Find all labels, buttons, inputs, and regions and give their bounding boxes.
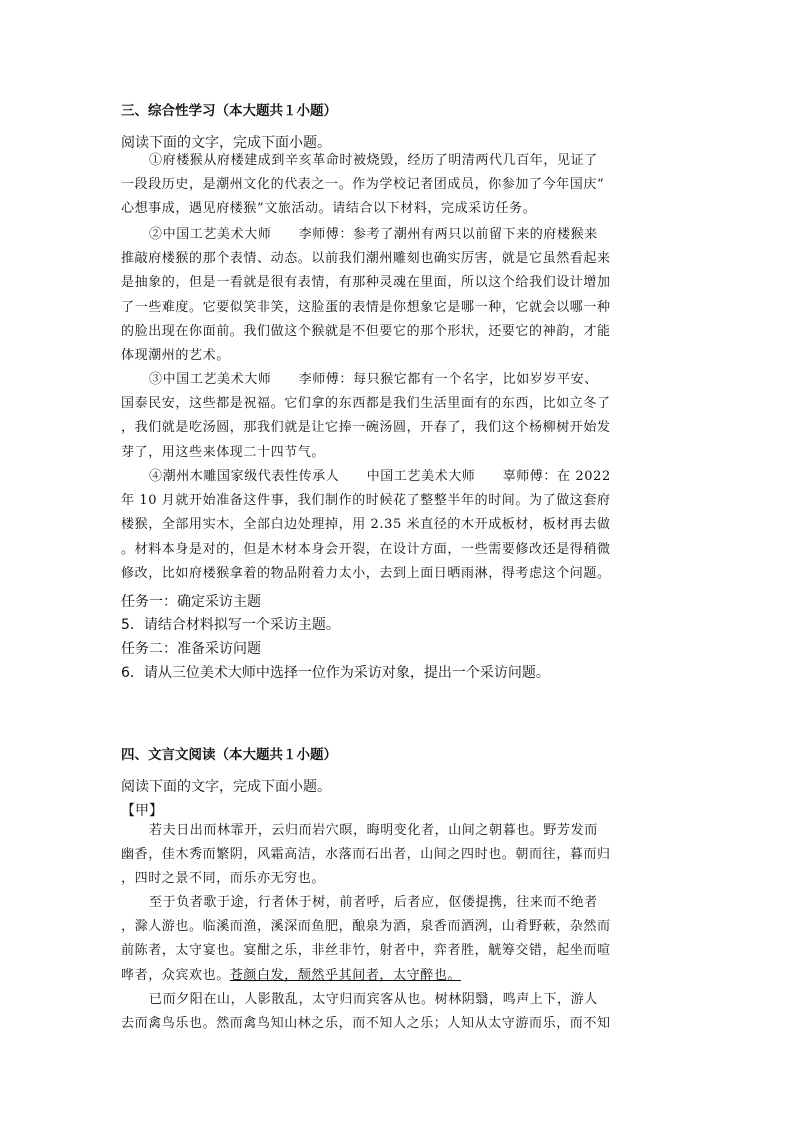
section4-heading: 四、文言文阅读（本大题共１小题）	[121, 747, 337, 763]
passage-paragraph-3	[121, 988, 673, 1036]
text-line: 国泰民安，这些都是祝福。它们拿的东西都是我们生活里面有的东西，比如立冬了	[121, 396, 611, 412]
section3-heading: 三、综合性学习（本大题共１小题）	[121, 103, 337, 119]
underlined-sentence: 苍颜白发，颓然乎其间者，太守醉也。	[229, 967, 462, 983]
text-line: ③中国工艺美术大师 李师傅：每只猴它都有一个名字，比如岁岁平安、	[149, 372, 598, 387]
text-line: 去而禽鸟乐也。然而禽鸟知山林之乐，而不知人之乐；人知从太守游而乐，而不知	[121, 1016, 611, 1032]
text-line: 一段段历史，是潮州文化的代表之一。作为学校记者团成员，你参加了今年国庆“	[121, 177, 605, 193]
text-line: 前陈者，太守宴也。宴酣之乐，非丝非竹，射者中，弈者胜，觥筹交错，起坐而喧	[121, 943, 611, 959]
passage-paragraph-2	[121, 891, 673, 988]
text-line: 芽了，用这些来体现二十四节气。	[121, 444, 326, 460]
text-line: 修改，比如府楼猴拿着的物品附着力太小，去到上面日晒雨淋，得考虑这个问题。	[121, 565, 611, 581]
passage-label: 【甲】	[121, 803, 163, 819]
text-line: ②中国工艺美术大师 李师傅：参考了潮州有两只以前留下来的府楼猴来	[149, 227, 598, 242]
text-line: 楼猴，全部用实木，全部白边处理掉，用 2.35 米直径的木开成板材，板材再去做	[121, 517, 611, 533]
text-line: 了一些难度。它要似笑非笑，这脸蛋的表情是你想象它是哪一种，它就会以哪一种	[121, 299, 611, 315]
text-line: ①府楼猴从府楼建成到辛亥革命时被烧毁，经历了明清两代几百年，见证了	[149, 153, 598, 168]
text-line: ，四时之景不同，而乐亦无穷也。	[121, 871, 326, 887]
task-1: 任务一：确定采访主题	[121, 594, 261, 610]
material-3	[121, 368, 673, 465]
text-line	[121, 964, 673, 988]
text-line: 体现潮州的艺术。	[121, 347, 230, 363]
section4-intro: 阅读下面的文字，完成下面小题。	[121, 779, 331, 795]
text-line: 幽香，佳木秀而繁阴，风霜高洁，水落而石出者，山间之四时也。朝而往，暮而归	[121, 847, 611, 863]
text-line: 的脸出现在你面前。我们做这个猴就是不但要它的那个形状，还要它的神韵，才能	[121, 323, 611, 339]
text-line: ④潮州木雕国家级代表性传承人 中国工艺美术大师 辜师傅：在 2022	[149, 469, 611, 484]
task-2: 任务二：准备采访问题	[121, 641, 261, 657]
text-segment: 哗者，众宾欢也。	[121, 967, 230, 983]
material-1	[121, 149, 673, 222]
text-line: 至于负者歌于途，行者休于树，前者呼，后者应，伛偻提携，往来而不绝者	[149, 895, 598, 910]
question-5: 5．请结合材料拟写一个采访主题。	[121, 617, 340, 633]
text-line: ，滁人游也。临溪而渔，溪深而鱼肥，酿泉为酒，泉香而酒洌，山肴野蔌，杂然而	[121, 919, 611, 935]
section3-intro: 阅读下面的文字，完成下面小题。	[121, 135, 331, 151]
text-line: 。材料本身是对的，但是木材本身会开裂，在设计方面，一些需要修改还是得稍微	[121, 541, 611, 557]
text-line: 若夫日出而林霏开，云归而岩穴暝，晦明变化者，山间之朝暮也。野芳发而	[149, 823, 598, 838]
material-4	[121, 465, 673, 586]
text-line: 年 10 月就开始准备这件事，我们制作的时候花了整整半年的时间。为了做这套府	[121, 493, 611, 509]
text-line: 已而夕阳在山，人影散乱，太守归而宾客从也。树林阴翳，鸣声上下，游人	[149, 992, 598, 1007]
material-2	[121, 223, 673, 368]
passage-paragraph-1	[121, 819, 673, 892]
text-line: 推敲府楼猴的那个表情、动态。以前我们潮州雕刻也确实厉害，就是它虽然看起来	[121, 251, 611, 267]
question-6: 6．请从三位美术大师中选择一位作为采访对象，提出一个采访问题。	[121, 665, 550, 681]
text-line: ，我们就是吃汤圆，那我们就是让它捧一碗汤圆，开春了，我们这个杨柳树开始发	[121, 420, 611, 436]
text-line: 心想事成，遇见府楼猴”文旅活动。请结合以下材料，完成采访任务。	[121, 201, 537, 217]
text-line: 是抽象的，但是一看就是很有表情，有那种灵魂在里面，所以这个给我们设计增加	[121, 275, 611, 291]
